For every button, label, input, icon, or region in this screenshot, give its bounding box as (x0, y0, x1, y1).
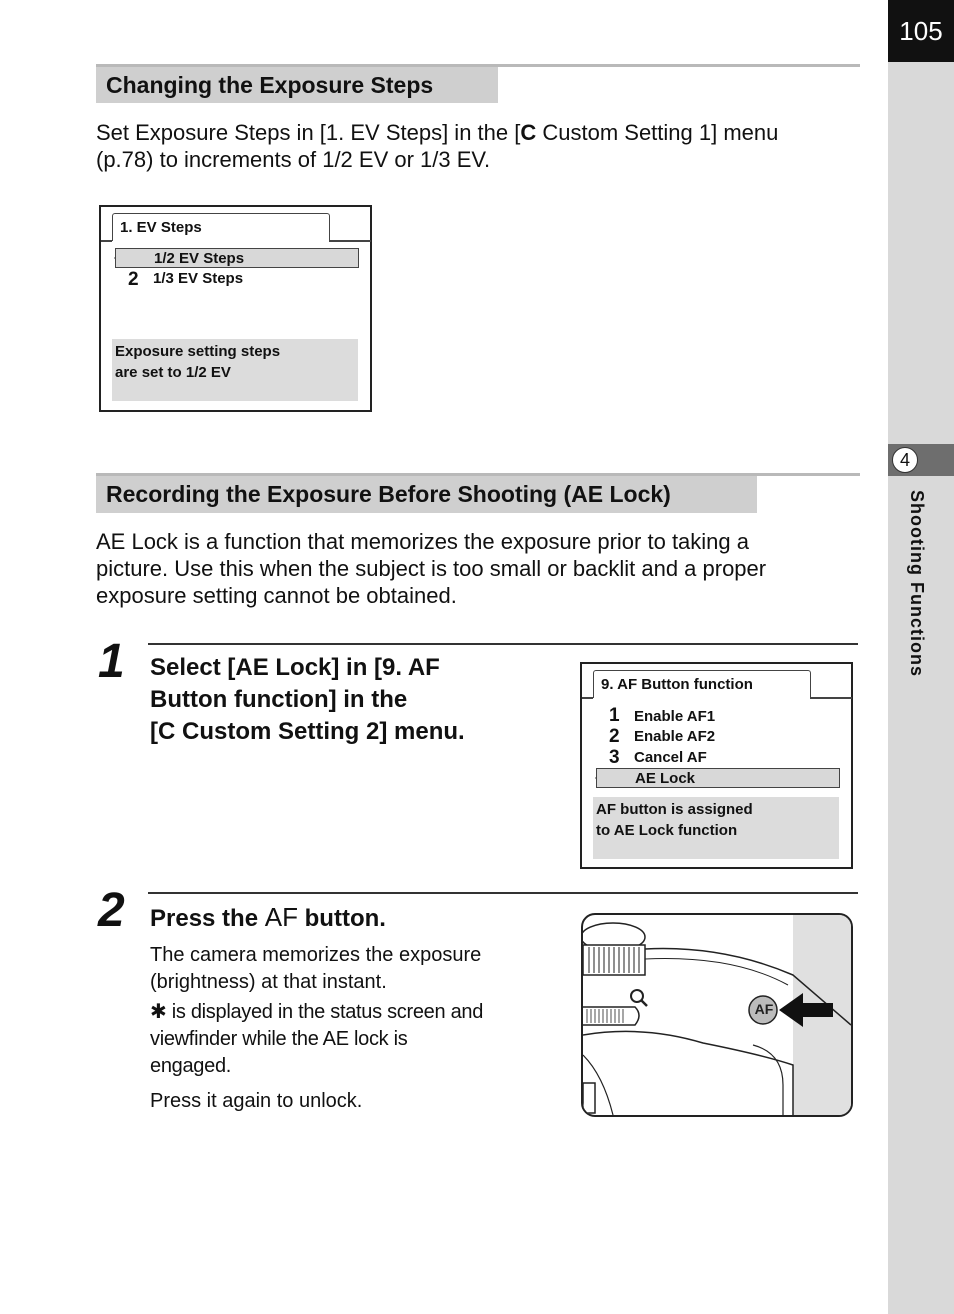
ae-lock-icon: ✱ (150, 1001, 167, 1023)
menu-item-selected[interactable] (115, 248, 359, 268)
description-line: to AE Lock function (596, 822, 738, 839)
menu-item-label: 1/2 EV Steps (154, 249, 245, 267)
menu-item-number: 2 (128, 269, 139, 290)
step-rule (148, 643, 858, 645)
step-title-line: Custom Setting 2] menu. (175, 718, 465, 745)
body-text: Set Exposure Steps in [1. EV Steps] in the [ (96, 120, 521, 145)
step-title-line: Select [AE Lock] in [9. AF (150, 654, 440, 681)
menu-item-number: 2 (609, 726, 620, 747)
step-number: 1 (98, 635, 125, 688)
chapter-number: 4 (892, 447, 918, 473)
body-text: picture. Use this when the subject is too small or backlit and a proper (96, 556, 767, 581)
section-heading: Recording the Exposure Before Shooting (AE Lock) (96, 476, 757, 513)
menu-item-label: Cancel AF (634, 748, 707, 766)
step-title-line: [ (150, 718, 158, 745)
camera-drawing (583, 915, 851, 1115)
af-button-label: AF (754, 1001, 774, 1017)
step-body (150, 999, 540, 1080)
menu-item-number: 1 (609, 705, 620, 726)
body-text: (brightness) at that instant. (150, 971, 387, 993)
section-body (96, 528, 766, 609)
menu-tab-line (101, 240, 112, 242)
menu-tab-line (810, 697, 852, 699)
section-heading: Changing the Exposure Steps (96, 67, 498, 103)
step-title (150, 901, 386, 935)
step-rule (148, 892, 858, 894)
body-text: viewfinder while the AE lock is (150, 1028, 408, 1050)
description-line: Exposure setting steps (115, 343, 281, 360)
description-line: are set to 1/2 EV (115, 364, 231, 381)
body-text: AE Lock is a function that memorizes the exposure prior to taking a (96, 529, 749, 554)
step-title-line: Button function] in the (150, 686, 408, 713)
menu-item-selected[interactable] (596, 768, 840, 788)
camera-illustration (581, 913, 853, 1117)
step-title-line: Press the (150, 905, 265, 932)
step-title (150, 652, 465, 748)
step-number: 2 (98, 884, 125, 937)
chapter-title: Shooting Functions (907, 490, 927, 677)
menu-item-label: Enable AF1 (634, 707, 716, 725)
menu-tab-title: 9. AF Button function (593, 670, 811, 698)
step-body (150, 942, 540, 996)
body-text: exposure setting cannot be obtained. (96, 583, 457, 608)
section-body (96, 119, 778, 173)
menu-tab-line (582, 697, 593, 699)
menu-screen (580, 662, 853, 869)
body-text: Custom Setting 1] menu (536, 120, 779, 145)
menu-description (112, 339, 358, 401)
menu-screen (99, 205, 372, 412)
body-text: Press it again to unlock. (150, 1090, 363, 1112)
step-title-line: button. (297, 905, 386, 932)
description-line: AF button is assigned (596, 801, 753, 818)
body-text: (p.78) to increments of 1/2 EV or 1/3 EV. (96, 147, 491, 172)
body-text: engaged. (150, 1055, 232, 1077)
menu-item[interactable] (596, 747, 840, 767)
menu-item-label: Enable AF2 (634, 727, 716, 745)
menu-item[interactable] (115, 268, 359, 288)
menu-description (593, 797, 839, 859)
body-text: The camera memorizes the exposure (150, 944, 482, 966)
custom-menu-icon: C (158, 718, 176, 745)
page-number: 105 (888, 0, 954, 62)
menu-item[interactable] (596, 726, 840, 746)
step-body (150, 1088, 540, 1115)
af-button-icon: AF (264, 902, 298, 932)
menu-item[interactable] (596, 706, 840, 726)
menu-item-label: AE Lock (635, 769, 696, 787)
body-text: is displayed in the status screen and (166, 1001, 484, 1023)
menu-item-number: 3 (609, 747, 620, 768)
menu-tab-line (329, 240, 371, 242)
menu-tab-title: 1. EV Steps (112, 213, 330, 241)
menu-item-label: 1/3 EV Steps (153, 269, 244, 287)
custom-menu-icon: C (520, 120, 537, 145)
